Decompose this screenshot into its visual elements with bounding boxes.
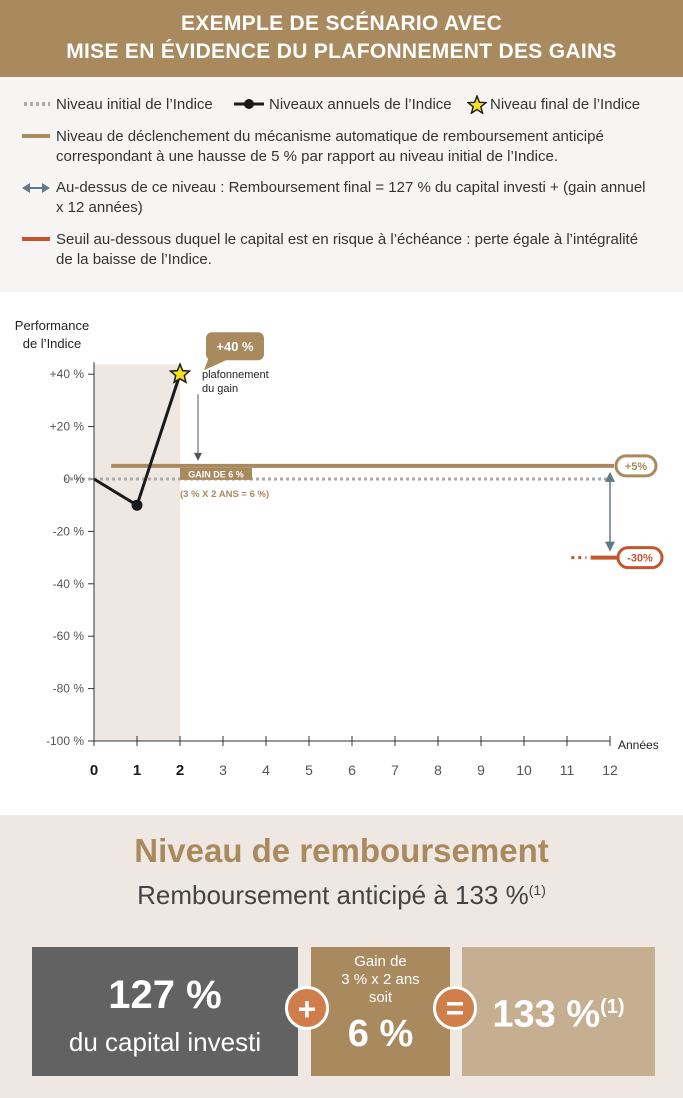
x-tick-label: 2 <box>175 762 185 779</box>
gain-box <box>311 947 450 1076</box>
y-tick-label: +40 % <box>49 367 84 382</box>
summary-subtitle <box>0 880 683 911</box>
risk-badge-label: -30% <box>627 552 653 565</box>
summary-subtitle-note: (1) <box>528 882 546 898</box>
gain-value: 6 % <box>347 1013 414 1055</box>
x-tick-label: 10 <box>516 762 532 778</box>
header-title-line1: EXEMPLE DE SCÉNARIO AVEC <box>180 12 503 35</box>
dotted-line-swatch-icon <box>22 100 50 108</box>
cap-pointer-arrow <box>194 453 202 461</box>
legend-annual-label: Niveaux annuels de l’Indice <box>269 96 452 113</box>
gain-label: GAIN DE 6 % <box>188 469 244 480</box>
data-point <box>132 500 143 511</box>
double-arrow-icon <box>22 182 50 194</box>
x-tick-label: 5 <box>305 762 313 778</box>
range-arrow-up <box>605 472 615 482</box>
trigger-badge-label: +5% <box>624 460 648 473</box>
x-tick-label: 0 <box>89 762 99 779</box>
y-tick-label: +20 % <box>49 419 84 434</box>
capital-label: du capital investi <box>68 1027 262 1057</box>
x-axis-title: Années <box>618 738 659 752</box>
capital-value: 127 % <box>108 973 222 1017</box>
summary-title: Niveau de remboursement <box>134 832 549 869</box>
plus-icon: + <box>285 986 329 1030</box>
range-arrow-down <box>605 542 615 552</box>
legend-final-label: Niveau final de l’Indice <box>490 96 641 113</box>
y-axis-title-line2: de l’Indice <box>22 336 82 351</box>
legend-risk-line2: de la baisse de l’Indice. <box>56 251 212 268</box>
trigger-line-swatch-icon <box>22 133 50 139</box>
cap-note-line2: du gain <box>202 383 239 396</box>
equals-icon: = <box>433 986 477 1030</box>
total-value-note: (1) <box>600 996 625 1018</box>
risk-line-swatch-icon <box>22 236 50 242</box>
x-tick-label: 6 <box>348 762 356 778</box>
gain-line3: soit <box>368 989 393 1006</box>
capital-box <box>32 947 298 1076</box>
legend-above-line2: x 12 années) <box>56 199 143 216</box>
cap-note-line1: plafonnement <box>202 369 269 382</box>
y-tick-label: -60 % <box>52 629 84 644</box>
y-tick-label: -80 % <box>52 681 84 696</box>
shaded-region <box>94 364 180 741</box>
summary-subtitle-text: Remboursement anticipé à 133 % <box>137 880 529 910</box>
gain-line2: 3 % x 2 ans <box>341 971 420 988</box>
y-axis-title-line1: Performance <box>14 318 90 333</box>
gain-detail: (3 % X 2 ANS = 6 %) <box>180 488 270 500</box>
total-value-text: 133 % <box>492 993 601 1036</box>
x-tick-label: 7 <box>391 762 399 778</box>
legend-initial-label: Niveau initial de l’Indice <box>56 96 213 113</box>
x-tick-label: 1 <box>132 762 142 779</box>
y-tick-label: -40 % <box>52 576 84 591</box>
legend-trigger-line1: Niveau de déclenchement du mécanisme automatique de remboursement anticipé <box>56 128 604 145</box>
y-tick-label: 0 % <box>63 472 84 486</box>
x-tick-label: 9 <box>477 762 485 778</box>
total-box <box>462 947 655 1076</box>
total-value <box>462 985 655 1037</box>
x-tick-label: 11 <box>559 762 575 778</box>
x-tick-label: 3 <box>219 762 227 778</box>
performance-chart <box>0 300 683 820</box>
legend-trigger-line2: correspondant à une hausse de 5 % par rapport au niveau initial de l’Indice. <box>56 148 558 165</box>
line-marker-swatch-icon <box>234 97 264 111</box>
x-tick-label: 4 <box>262 762 270 778</box>
page-header <box>0 0 683 77</box>
star-icon <box>467 95 487 114</box>
x-tick-label: 8 <box>434 762 442 778</box>
legend-panel <box>0 77 683 292</box>
legend-above-line1: Au-dessus de ce niveau : Remboursement final = 127 % du capital investi + (gain annuel <box>56 179 646 196</box>
y-tick-label: -20 % <box>52 524 84 539</box>
peak-bubble-label: +40 % <box>216 339 254 355</box>
y-tick-label: -100 % <box>45 734 84 748</box>
gain-line1: Gain de <box>354 953 407 970</box>
x-tick-label: 12 <box>602 762 618 778</box>
legend-risk-line1: Seuil au-dessous duquel le capital est en risque à l’échéance : perte égale à l’intégralité <box>56 231 639 248</box>
header-title-line2: MISE EN ÉVIDENCE DU PLAFONNEMENT DES GAINS <box>66 40 617 63</box>
